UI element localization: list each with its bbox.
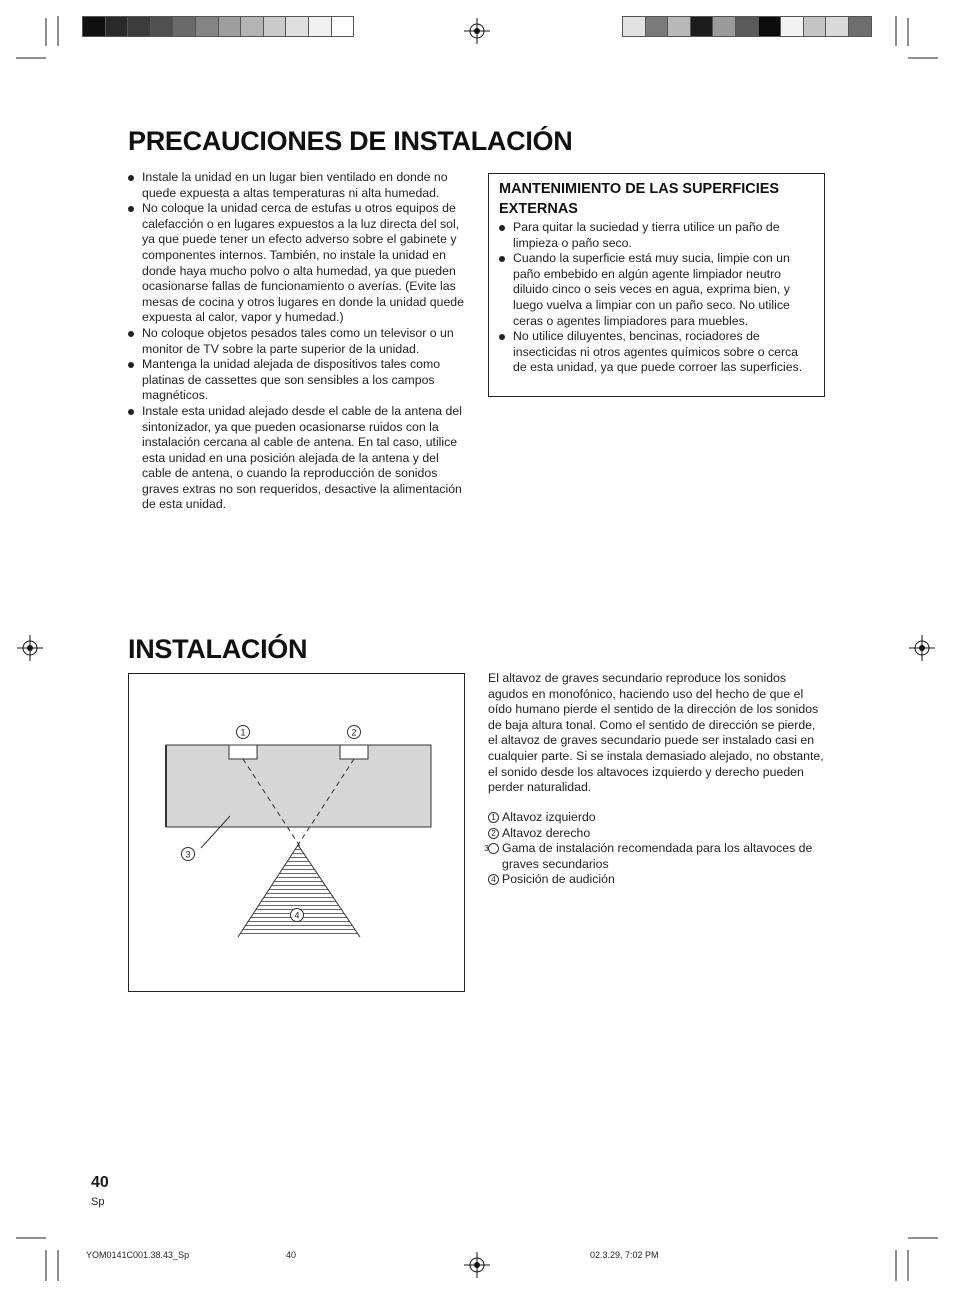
label-3: 3 — [185, 849, 191, 860]
installation-paragraph: El altavoz de graves secundario reproduce los sonidos agudos en monofónico, haciendo uso del hecho de que el oído humano pierde el sentido de la dirección de los sonidos de baja altura tonal. Como el sentido de dirección se pierde, el altavoz de graves secundario puede ser instalado casi en cualquier parte. Si se instala demasiado alejado, no obstante, el sonido desde los altavoces izquierdo y derecho pueden perder naturalidad. — [488, 671, 824, 795]
left-speaker-icon — [229, 745, 257, 759]
label-4: 4 — [294, 910, 300, 921]
list-item: No coloque la unidad cerca de estufas u otros equipos de calefacción o en lugares expuestos a la luz directa del sol, ya que puede tener un efecto adverso sobre el gabinete y componentes internos. También, no instale la unidad en donde haya mucho polvo o alta humedad, ya que pueden ocasionarse fallas de funcionamiento o averías. (Evite las mesas de cocina y otros lugares en donde la unidad quede expuesta al calor, vapor y humedad.) — [128, 201, 468, 326]
label-2: 2 — [351, 727, 357, 738]
page-title-precautions: PRECAUCIONES DE INSTALACIÓN — [128, 126, 573, 156]
list-item: Instale esta unidad alejado desde el cable de la antena del sintonizador, ya que pueden ocasionarse ruidos con la instalación cercana al cable de antena. En tal caso, utilice esta unidad en una posición alejada de la antena y del cable de antena, o cuando la reproducción de sonidos graves extras no son requeridos, desactive la alimentación de esta unidad. — [128, 404, 468, 513]
label-1: 1 — [240, 727, 246, 738]
room-area — [166, 745, 431, 827]
page-title-installation: INSTALACIÓN — [128, 634, 308, 664]
footer-page: 40 — [286, 1250, 297, 1260]
list-item: Mantenga la unidad alejada de dispositivos tales como platinas de cassettes que son sensibles a los campos magnéticos. — [128, 357, 468, 404]
right-speaker-icon — [340, 745, 368, 759]
legend-item: 2 Altavoz derecho — [488, 826, 828, 842]
legend-item: 1 Altavoz izquierdo — [488, 810, 828, 826]
legend-item: 3 Gama de instalación recomendada para los altavoces de graves secundarios — [484, 841, 813, 871]
diagram-legend — [484, 810, 828, 888]
file-name: YOM0141C001.38.43_Sp — [86, 1250, 190, 1260]
installation-diagram-svg — [129, 674, 464, 991]
language-code: Sp — [91, 1196, 105, 1208]
list-item: Instale la unidad en un lugar bien ventilado en donde no quede expuesta a altas temperaturas ni alta humedad. — [128, 170, 468, 201]
legend-item: 4 Posición de audición — [488, 872, 828, 888]
maintenance-box — [488, 173, 825, 397]
installation-diagram — [128, 673, 465, 992]
list-item: Para quitar la suciedad y tierra utilice un paño de limpieza o paño seco. — [499, 220, 814, 251]
list-item: No utilice diluyentes, bencinas, rociadores de insecticidas ni otros agentes químicos sobre o cerca de esta unidad, ya que puede corroer las superficies. — [499, 329, 814, 376]
print-date: 02.3.29, 7:02 PM — [590, 1250, 659, 1260]
page-number: 40 — [91, 1174, 109, 1191]
list-item: No coloque objetos pesados tales como un televisor o un monitor de TV sobre la parte superior de la unidad. — [128, 326, 468, 357]
maintenance-list — [499, 220, 814, 376]
maintenance-title: MANTENIMIENTO DE LAS SUPERFICIES EXTERNAS — [499, 181, 780, 217]
list-item: Cuando la superficie está muy sucia, limpie con un paño embebido en algún agente limpiador neutro diluido cinco o seis veces en agua, exprima bien, y luego vuelva a limpiar con un paño seco. No utilice ceras o agentes limpiadores para muebles. — [499, 251, 814, 329]
precautions-list — [128, 170, 468, 513]
listening-position-area — [229, 845, 369, 940]
